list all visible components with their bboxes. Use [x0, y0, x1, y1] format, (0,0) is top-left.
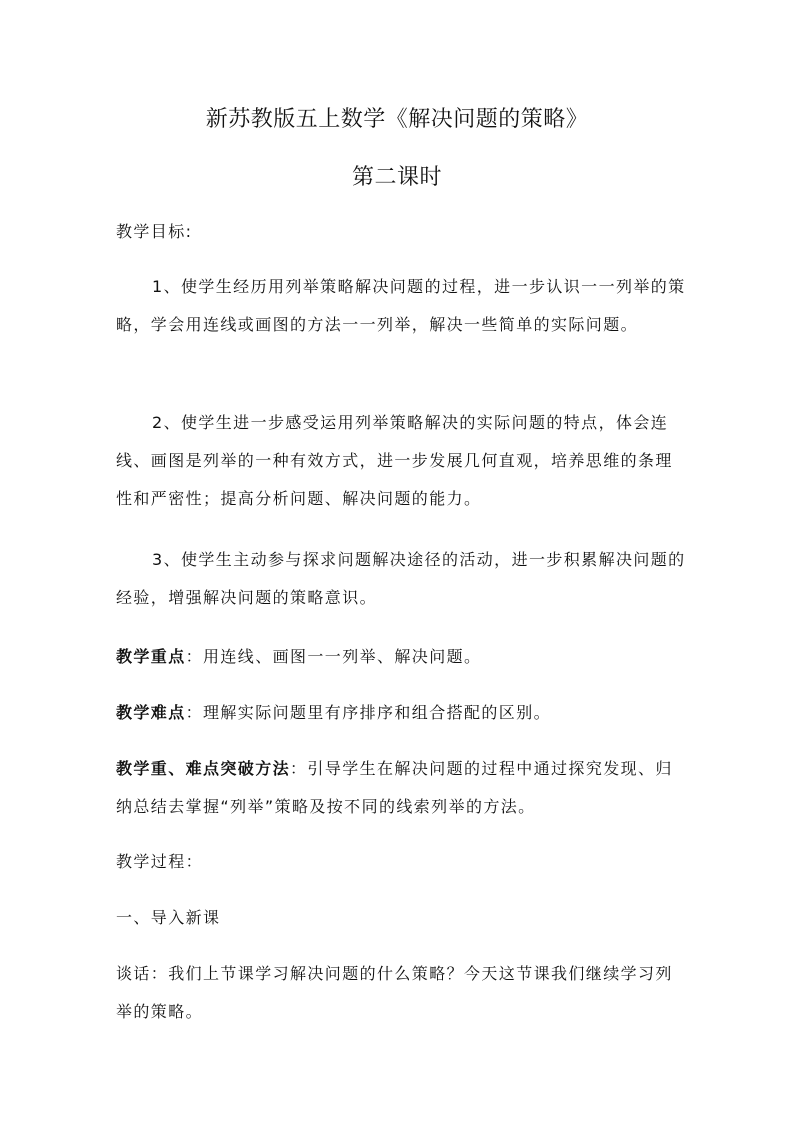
difficulty-label: 教学难点 [116, 703, 186, 722]
section-one-heading: 一、导入新课 [116, 908, 221, 927]
difficulty-text: ：理解实际问题里有序排序和组合搭配的区别。 [185, 703, 552, 722]
process-heading: 教学过程： [116, 852, 204, 871]
method-paragraph [116, 750, 686, 826]
talk-paragraph: 谈话：我们上节课学习解决问题的什么策略？今天这节课我们继续学习列举的策略。 [116, 964, 673, 1021]
key-point-text: ：用连线、画图一一列举、解决问题。 [185, 647, 482, 666]
objective-item: 1、使学生经历用列举策略解决问题的过程，进一步认识一一列举的策略，学会用连线或画图的方法一一列举，解决一些简单的实际问题。 [116, 277, 686, 334]
difficulty-paragraph [116, 694, 686, 732]
key-point-paragraph [116, 638, 686, 676]
method-text: ：引导学生在解决问题的过程中通过探究发现、归纳总结去掌握“列举”策略及按不同的线索列举的方法。 [116, 759, 673, 816]
document-subtitle: 第二课时 [351, 165, 442, 190]
objectives-heading: 教学目标: [116, 222, 193, 241]
key-point-label: 教学重点 [116, 647, 186, 666]
objective-item: 2、使学生进一步感受运用列举策略解决的实际问题的特点，体会连线、画图是列举的一种有效方式，进一步发展几何直观，培养思维的条理性和严密性；提高分析问题、解决问题的能力。 [116, 413, 673, 508]
objective-item: 3、使学生主动参与探求问题解决途径的活动，进一步积累解决问题的经验，增强解决问题的策略意识。 [116, 550, 686, 607]
method-label: 教学重、难点突破方法 [116, 759, 291, 778]
document-title: 新苏教版五上数学《解决问题的策略》 [205, 107, 589, 132]
